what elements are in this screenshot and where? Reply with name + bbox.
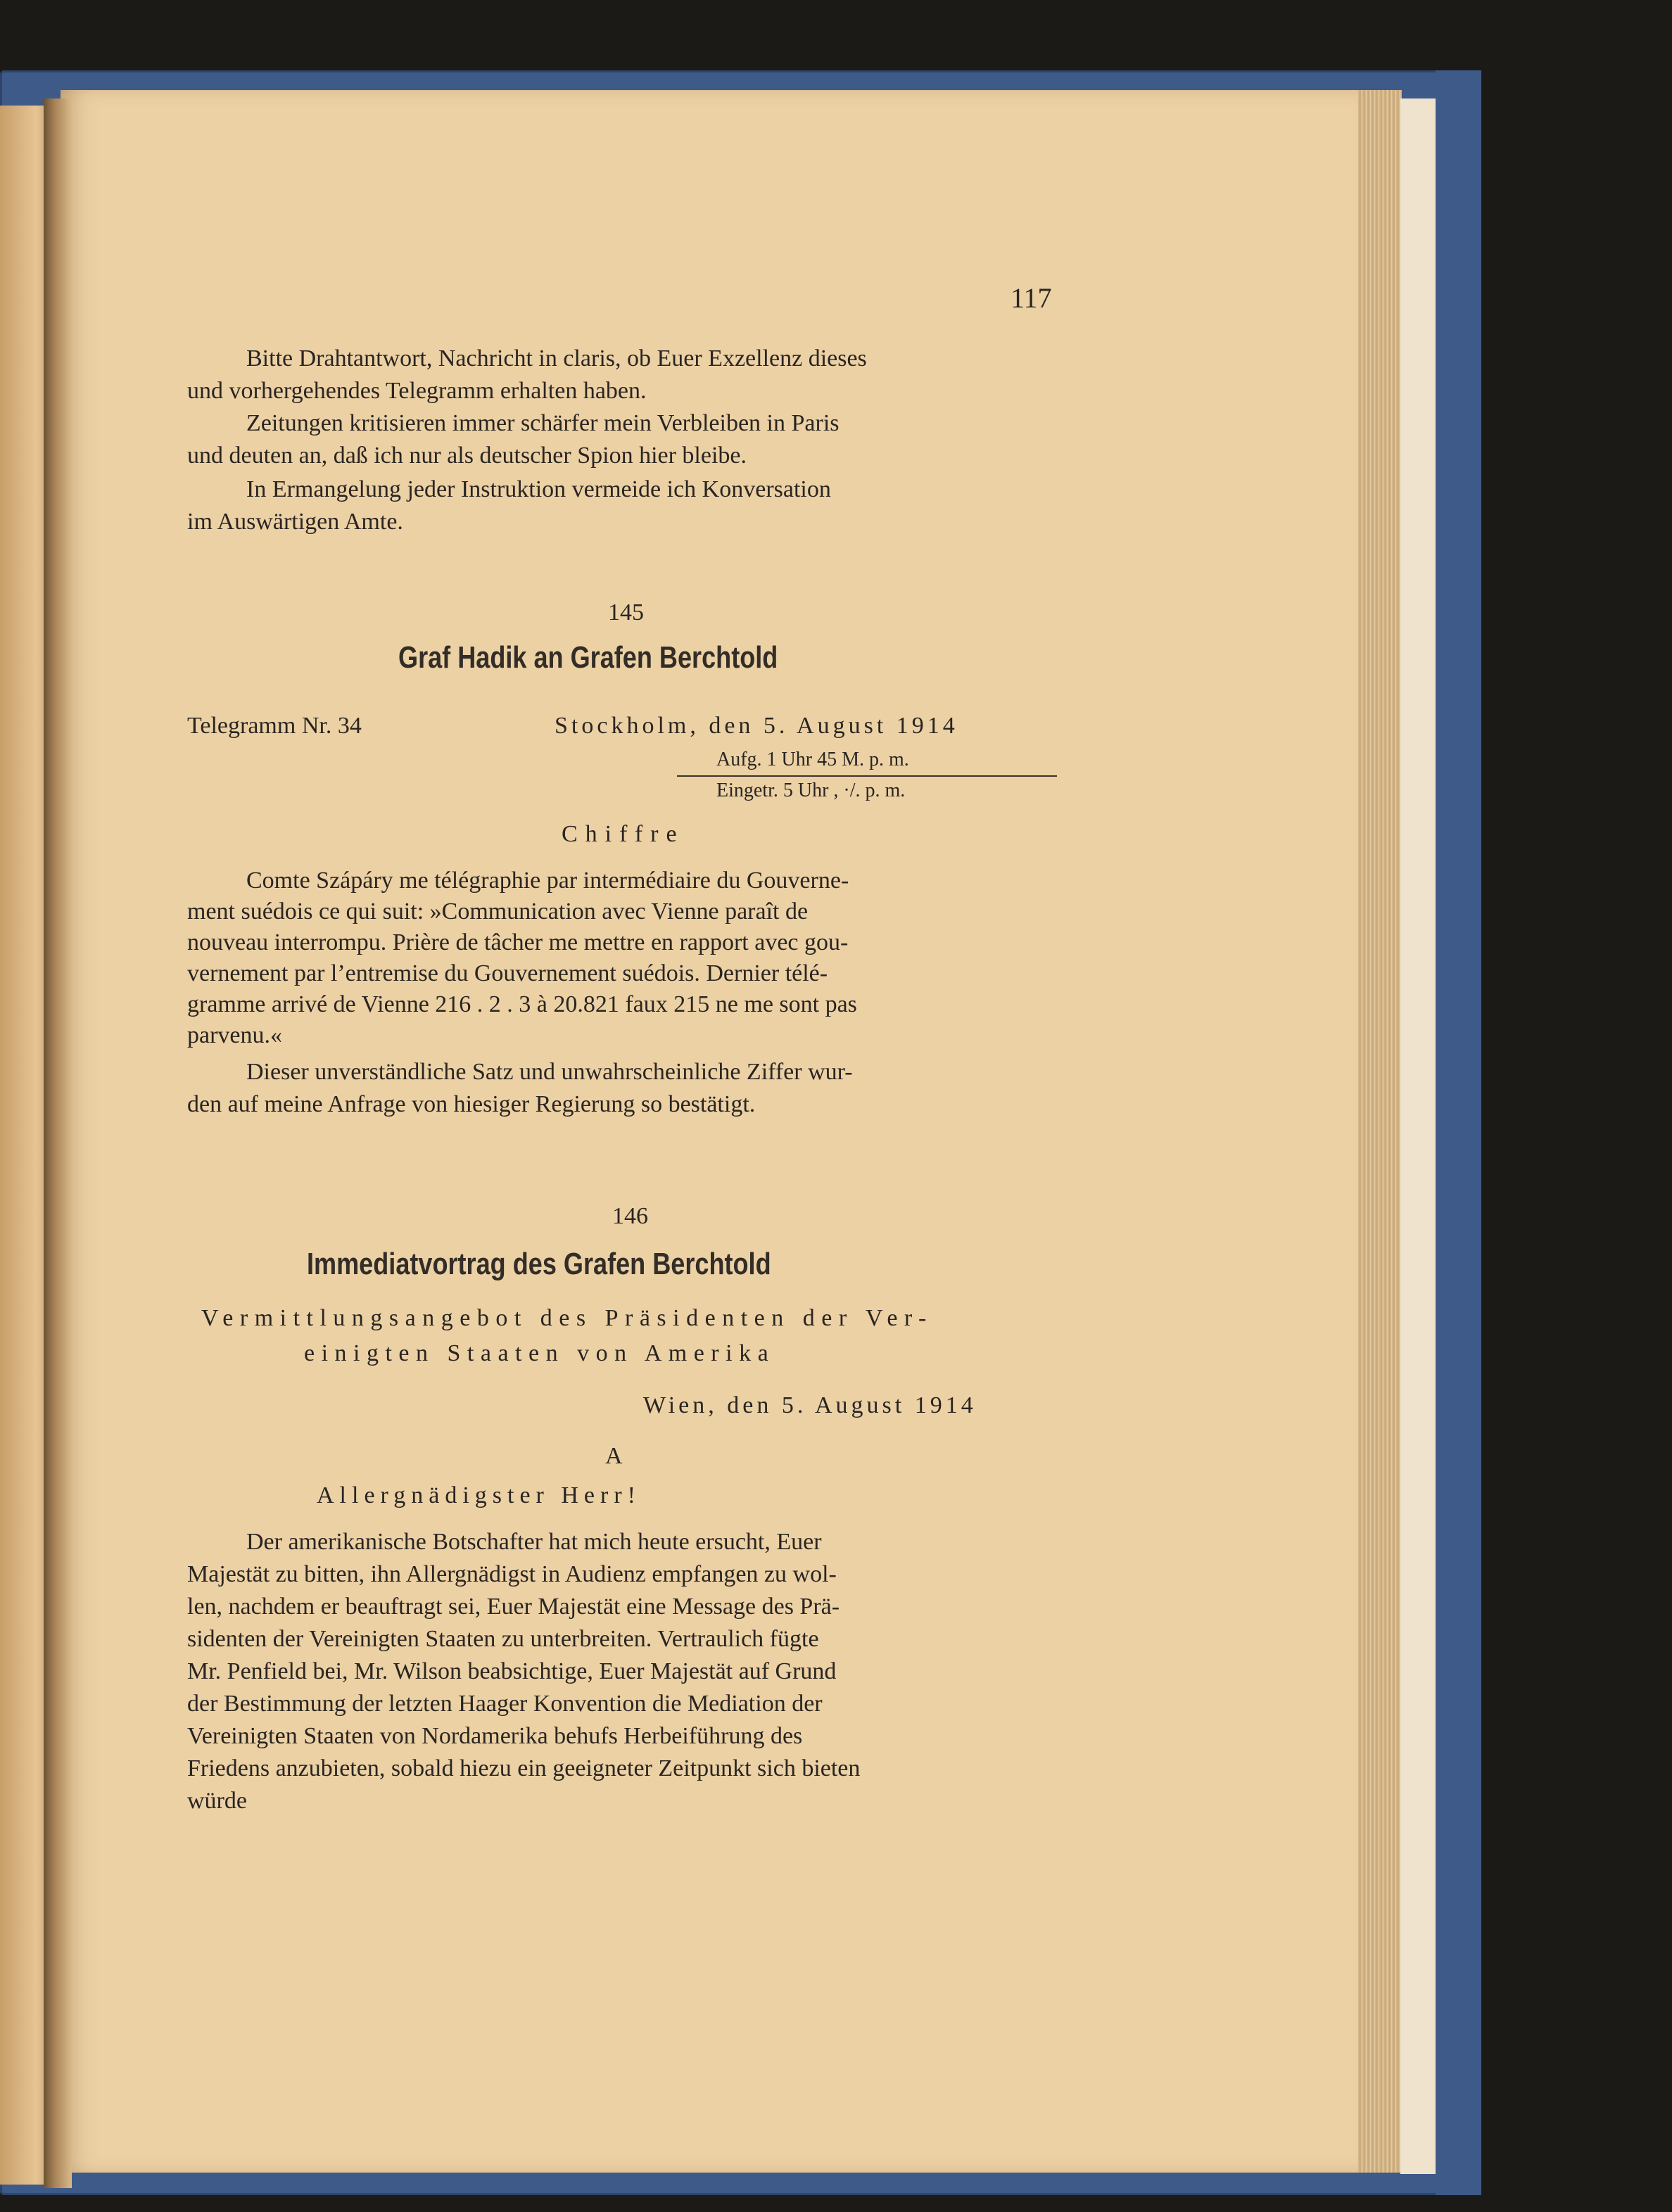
text-line: der Bestimmung der letzten Haager Konvention die Mediation der [187,1691,823,1717]
text-line: ment suédois ce qui suit: »Communication avec Vienne paraît de [187,898,809,924]
text-line: den auf meine Anfrage von hiesiger Regierung so bestätigt. [187,1091,756,1117]
text-line: Bitte Drahtantwort, Nachricht in claris, ob Euer Exzellenz dieses [246,345,867,371]
salutation: Allergnädigster Herr! [317,1482,641,1508]
text-line: parvenu.« [187,1022,283,1048]
dispatch-time: Aufg. 1 Uhr 45 M. p. m. [716,749,909,770]
text-line: im Auswärtigen Amte. [187,509,403,535]
text-line: Mr. Penfield bei, Mr. Wilson beabsichtige, Euer Majestät auf Grund [187,1658,837,1684]
divider [677,775,1057,777]
text-line: gramme arrivé de Vienne 216 . 2 . 3 à 20.821 faux 215 ne me sont pas [187,991,857,1017]
cover-edge [1436,70,1481,2195]
text-line: In Ermangelung jeder Instruktion vermeide ich Konversation [246,476,831,502]
book-gutter [44,98,72,2188]
document-body [187,1528,1081,1817]
section-letter: A [605,1443,623,1469]
received-time: Eingetr. 5 Uhr , ·/. p. m. [716,780,906,801]
text-line: Dieser unverständliche Satz und unwahrscheinliche Ziffer wur- [246,1059,853,1085]
telegram-number: Telegramm Nr. 34 [187,713,362,739]
cipher-label: Chiffre [562,821,685,847]
text-line: würde [187,1788,247,1814]
page-edges [1358,90,1402,2173]
document-number: 146 [612,1203,648,1229]
text-line: len, nachdem er beauftragt sei, Euer Majestät eine Message des Prä- [187,1594,840,1620]
document-title: Immediatvortrag des Grafen Berchtold [307,1247,771,1281]
flyleaf [1400,98,1436,2174]
place-date: Stockholm, den 5. August 1914 [555,713,958,739]
text-line: Comte Szápáry me télégraphie par intermédiaire du Gouverne- [246,867,849,894]
place-date: Wien, den 5. August 1914 [643,1392,977,1418]
text-line: nouveau interrompu. Prière de tâcher me mettre en rapport avec gou- [187,929,849,955]
text-line: Vereinigten Staaten von Nordamerika behufs Herbeiführung des [187,1723,803,1749]
text-line: und deuten an, daß ich nur als deutscher Spion hier bleibe. [187,443,747,469]
text-line: sidenten der Vereinigten Staaten zu unterbreiten. Vertraulich fügte [187,1626,819,1652]
page-number: 117 [1011,282,1052,314]
text-line: vernement par l’entremise du Gouvernement suédois. Dernier télé- [187,960,828,986]
document-subtitle: einigten Staaten von Amerika [304,1340,775,1366]
text-line: Zeitungen kritisieren immer schärfer mein Verbleiben in Paris [246,410,840,436]
document-number: 145 [608,599,644,625]
document-subtitle: Vermittlungsangebot des Präsidenten der Ver- [201,1305,933,1331]
document-body [187,867,1081,1120]
text-line: und vorhergehendes Telegramm erhalten haben. [187,378,647,404]
text-line: Majestät zu bitten, ihn Allergnädigst in Audienz empfangen zu wol- [187,1561,837,1587]
text-line: Friedens anzubieten, sobald hiezu ein geeigneter Zeitpunkt sich bieten [187,1755,861,1781]
continuation-text [187,345,1074,556]
text-line: Der amerikanische Botschafter hat mich heute ersucht, Euer [246,1529,822,1555]
document-title: Graf Hadik an Grafen Berchtold [398,640,778,675]
